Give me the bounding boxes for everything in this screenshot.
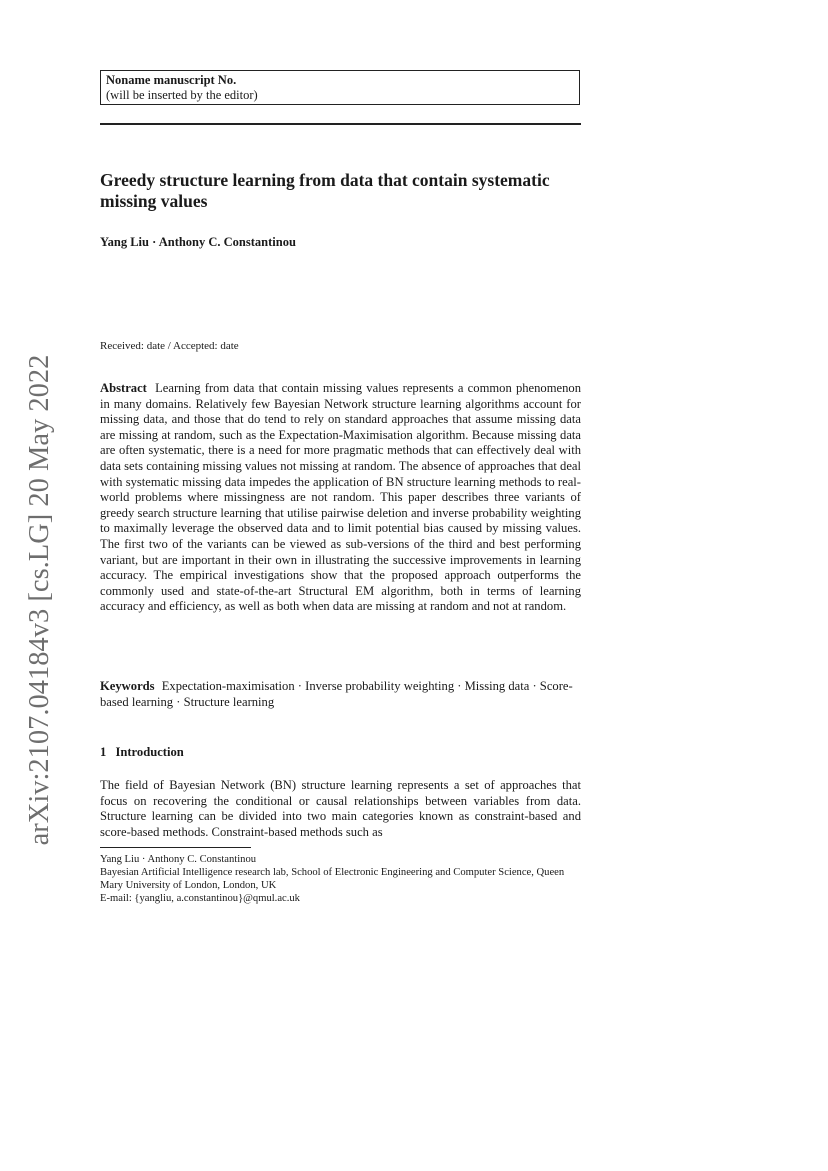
footnote xyxy=(100,853,581,905)
header-rule xyxy=(100,123,581,125)
footnote-affiliation: Bayesian Artificial Intelligence research lab, School of Electronic Engineering and Computer Science, Queen Mary University of London, London, UK xyxy=(100,867,565,891)
section-title: Introduction xyxy=(115,745,184,759)
keywords-label: Keywords xyxy=(100,679,155,693)
arxiv-stamp: arXiv:2107.04184v3 [cs.LG] 20 May 2022 xyxy=(24,354,55,846)
abstract-text: Learning from data that contain missing values represents a common phenomenon in many domains. Relatively few Bayesian Network structure learning algorithms account for missing data, and those that do tend to rely on standard approaches that assume missing data are missing at random, such as the Expectation-Maximisation algorithm. Because missing data are often systematic, there is a need for more pragmatic methods that can effectively deal with data sets containing missing values not missing at random. The absence of approaches that deal with systematic missing data impedes the application of BN structure learning methods to real-world problems where missingness are not random. This paper describes three variants of greedy search structure learning that utilise pairwise deletion and inverse probability weighting to maximally leverage the observed data and to limit potential bias caused by missing values. The first two of the variants can be viewed as sub-versions of the third and best performing variant, but are important in their own in illustrating the successive improvements in learning accuracy. The empirical investigations show that the proposed approach outperforms the commonly used and state-of-the-art Structural EM algorithm, both in terms of learning accuracy and efficiency, as well as both when data are missing at random and not at random. xyxy=(100,381,581,614)
intro-paragraph: The field of Bayesian Network (BN) structure learning represents a set of approaches that focus on recovering the conditional or causal relationships between variables from data. Structure learning can be divided into two main categories known as constraint-based and score-based methods. Constraint-based methods such as xyxy=(100,778,581,839)
authors: Yang Liu · Anthony C. Constantinou xyxy=(100,235,296,249)
editor-box xyxy=(100,70,580,105)
section-number: 1 xyxy=(100,745,107,759)
keywords xyxy=(100,679,581,710)
section-heading xyxy=(100,745,184,760)
footnote-authors: Yang Liu · Anthony C. Constantinou xyxy=(100,854,257,865)
received-date: Received: date / Accepted: date xyxy=(100,340,239,352)
abstract xyxy=(100,381,581,615)
paper-title: Greedy structure learning from data that contain systematic missing values xyxy=(100,170,550,211)
keywords-text: Expectation-maximisation · Inverse probability weighting · Missing data · Score-based learning · Structure learning xyxy=(100,679,573,709)
abstract-label: Abstract xyxy=(100,381,147,395)
editor-note: (will be inserted by the editor) xyxy=(106,88,258,102)
footnote-email: E-mail: {yangliu, a.constantinou}@qmul.ac.uk xyxy=(100,893,300,904)
footnote-rule xyxy=(100,847,251,848)
manuscript-number: Noname manuscript No. xyxy=(106,73,237,87)
